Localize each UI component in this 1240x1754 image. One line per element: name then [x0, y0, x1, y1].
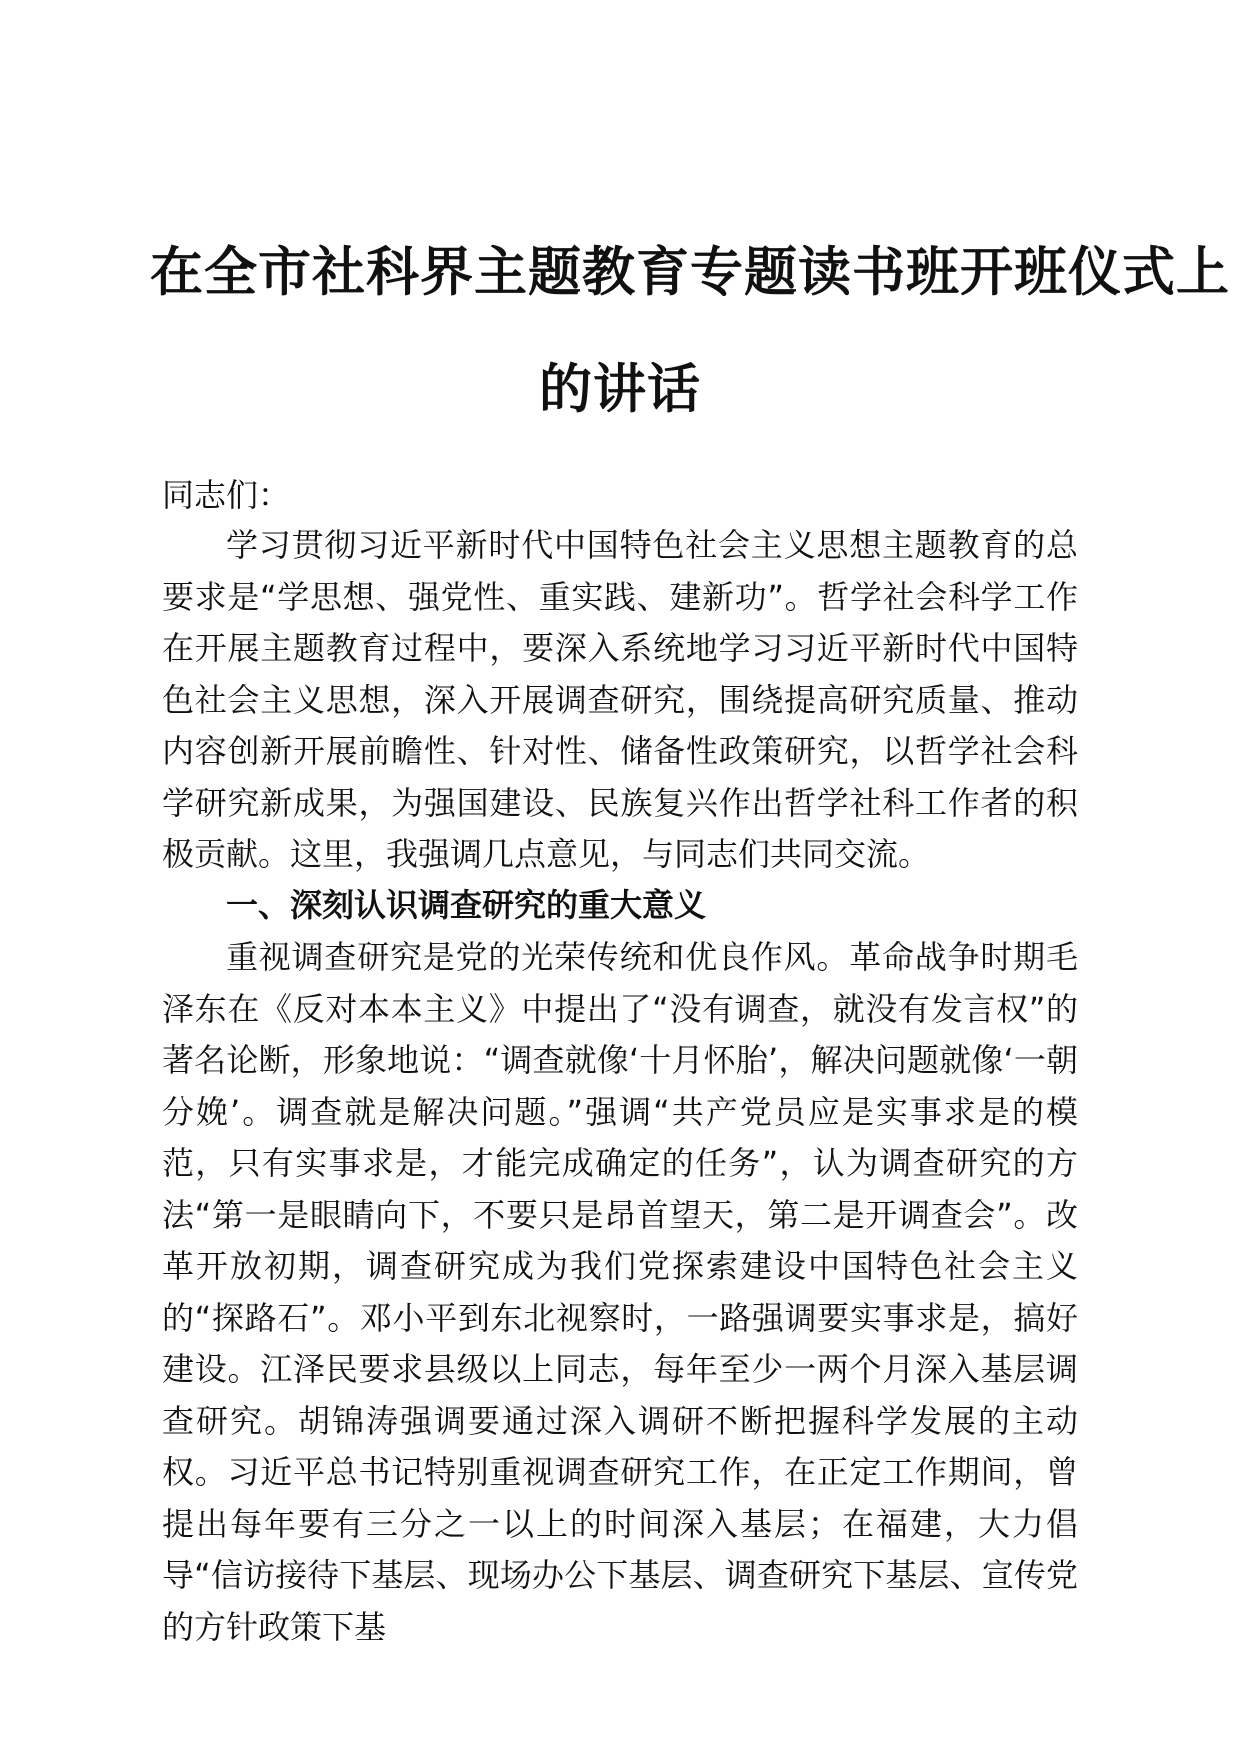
paragraph-section-1: 重视调查研究是党的光荣传统和优良作风。革命战争时期毛泽东在《反对本本主义》中提出了“没有调查，就没有发言权”的著名论断，形象地说：“调查就像‘十月怀胎’，解决问题就像‘一朝分娩’。调查就是解决问题。”强调“共产党员应是实事求是的模范，只有实事求是，才能完成确定的任务”，认为调查研究的方法“第一是眼睛向下，不要只是昂首望天，第二是开调查会”。改革开放初期，调查研究成为我们党探索建设中国特色社会主义的“探路石”。邓小平到东北视察时，一路强调要实事求是，搞好建设。江泽民要求县级以上同志，每年至少一两个月深入基层调查研究。胡锦涛强调要通过深入调研不断把握科学发展的主动权。习近平总书记特别重视调查研究工作，在正定工作期间，曾提出每年要有三分之一以上的时间深入基层；在福建，大力倡导“信访接待下基层、现场办公下基层、调查研究下基层、宣传党的方针政策下基	[162, 938, 1078, 1646]
document-title-line1: 在全市社科界主题教育专题读书班开班仪式上	[150, 241, 1230, 303]
salutation: 同志们：	[162, 476, 291, 514]
document-title-line2: 的讲话	[539, 358, 701, 420]
paragraph-intro: 学习贯彻习近平新时代中国特色社会主义思想主题教育的总要求是“学思想、强党性、重实践、建新功”。哲学社会科学工作在开展主题教育过程中，要深入系统地学习习近平新时代中国特色社会主义思想，深入开展调查研究，围绕提高研究质量、推动内容创新开展前瞻性、针对性、储备性政策研究，以哲学社会科学研究新成果，为强国建设、民族复兴作出哲学社科工作者的积极贡献。这里，我强调几点意见，与同志们共同交流。	[162, 526, 1078, 873]
section-heading-1: 一、深刻认识调查研究的重大意义	[226, 886, 707, 924]
